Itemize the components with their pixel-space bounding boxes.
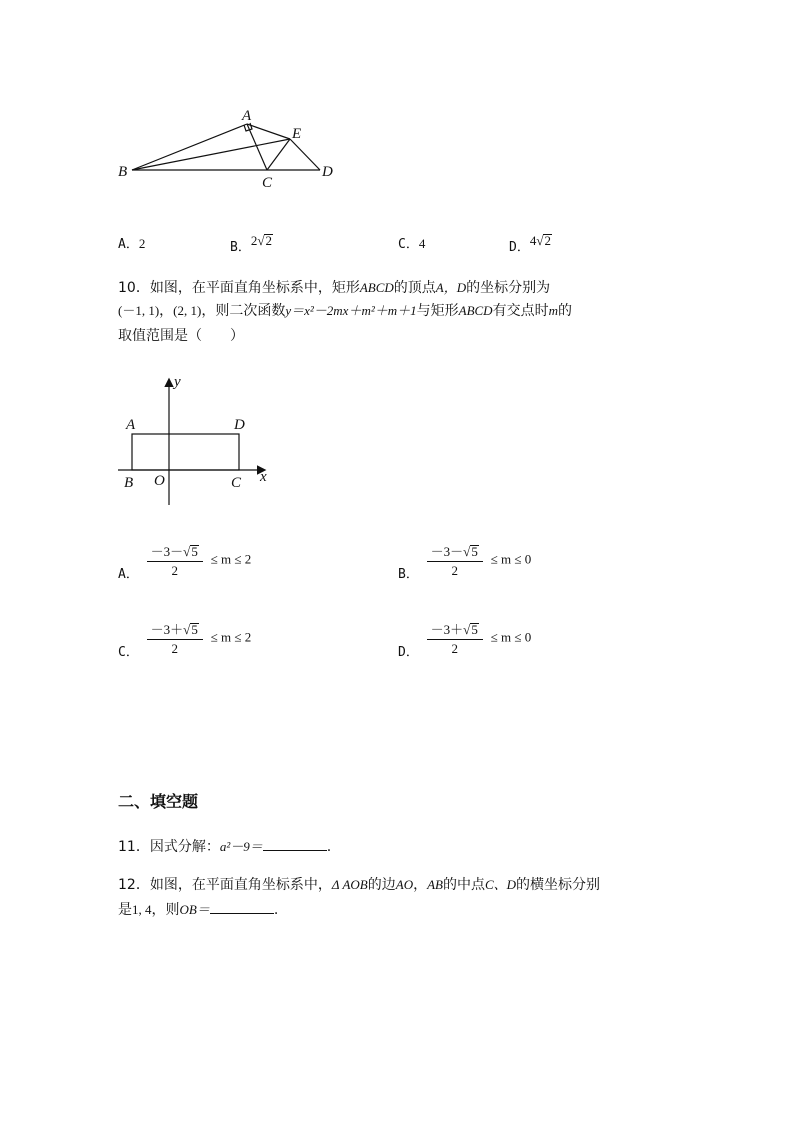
answer-blank[interactable] xyxy=(210,901,274,914)
q10-option-c[interactable]: C． $\frac{-3+√5}{2}$ ≤ m ≤ 2 xyxy=(118,619,251,657)
q9-option-d[interactable]: D．4√2 xyxy=(509,233,551,255)
point-label-b: B xyxy=(118,164,128,180)
segment-ae xyxy=(247,124,290,139)
point-label-a: A xyxy=(126,417,136,433)
point-label-d: D xyxy=(322,164,333,180)
q9-option-c[interactable]: C．4 xyxy=(398,236,426,252)
point-label-a: A xyxy=(242,108,252,124)
sqrt-symbol: √ xyxy=(183,622,191,637)
sqrt-symbol: √ xyxy=(536,233,544,248)
sqrt-symbol: √ xyxy=(183,544,191,559)
sqrt-symbol: √ xyxy=(463,544,471,559)
sqrt-symbol: √ xyxy=(463,622,471,637)
point-label-b: B xyxy=(124,475,134,491)
point-label-e: E xyxy=(292,126,302,142)
segment-ce xyxy=(267,139,290,170)
point-label-d: D xyxy=(234,417,245,433)
q10-line-2: (－1, 1)，(2, 1)，则二次函数y＝x²－2mx＋m²＋m＋1与矩形ABCD有交点时m的 xyxy=(118,303,572,319)
segment-ed xyxy=(290,139,320,170)
sqrt-symbol: √ xyxy=(257,233,265,248)
answer-blank[interactable] xyxy=(263,838,327,851)
section-title: 二、填空题 xyxy=(118,792,199,811)
q10-option-b[interactable]: B． $\frac{-3-√5}{2}$ ≤ m ≤ 0 xyxy=(398,541,531,579)
q10-option-d[interactable]: D． $\frac{-3+√5}{2}$ ≤ m ≤ 0 xyxy=(398,619,531,657)
triangle-figure xyxy=(110,100,350,195)
q9-option-a[interactable]: A．2 xyxy=(118,236,146,252)
point-label-c: C xyxy=(262,175,273,191)
q9-option-b[interactable]: B．2√2 xyxy=(230,233,272,255)
rectangle-abcd xyxy=(132,434,239,470)
rectangle-figure xyxy=(112,370,282,510)
axis-label-y: y xyxy=(174,374,181,390)
segment-be xyxy=(132,139,290,170)
axis-label-x: x xyxy=(260,469,267,485)
q10-option-a[interactable]: A． $\frac{-3-√5}{2}$ ≤ m ≤ 2 xyxy=(118,541,251,579)
q12-line-2: 是1, 4，则OB＝ . xyxy=(118,902,279,918)
q10-line-3: 取值范围是（ ） xyxy=(118,328,244,344)
segment-ba xyxy=(132,124,247,170)
origin-label-o: O xyxy=(154,473,165,489)
q10-line-1: 10．如图，在平面直角坐标系中，矩形ABCD的顶点A，D的坐标分别为 xyxy=(118,280,551,296)
point-label-c: C xyxy=(231,475,242,491)
q11-line: 11．因式分解：a²－9＝ . xyxy=(118,839,332,855)
q12-line-1: 12．如图，在平面直角坐标系中，Δ AOB的边AO，AB的中点C、D的横坐标分别 xyxy=(118,877,601,893)
